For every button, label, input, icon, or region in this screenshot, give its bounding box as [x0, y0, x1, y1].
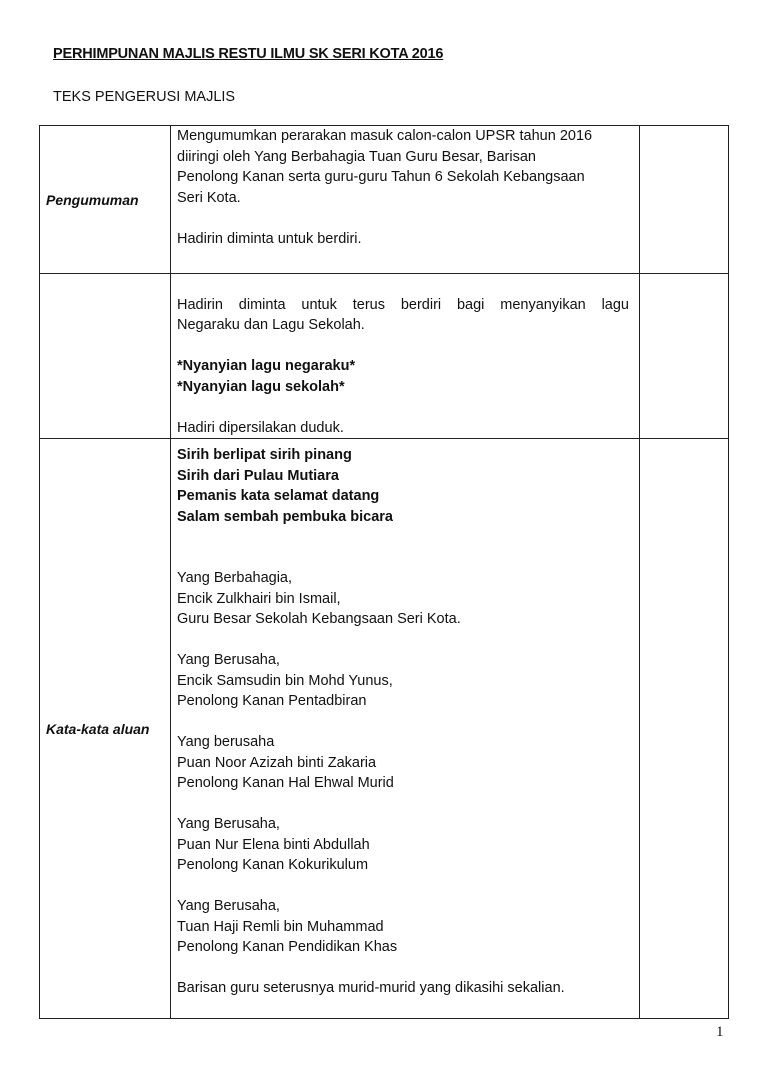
blank-line — [177, 548, 629, 569]
text-line: diiringi oleh Yang Berbahagia Tuan Guru Besar, Barisan — [177, 148, 536, 165]
text-line: Yang Berusaha, — [177, 816, 280, 832]
text-line: Yang Berusaha, — [177, 898, 280, 914]
blank-line — [177, 712, 629, 733]
text-line: Penolong Kanan Pentadbiran — [177, 693, 367, 709]
text-line: Hadirin diminta untuk berdiri. — [177, 230, 362, 247]
blank-line — [177, 208, 629, 229]
row-content — [171, 126, 640, 274]
text-line: Encik Samsudin bin Mohd Yunus, — [177, 672, 393, 689]
page-number: 1 — [716, 1024, 724, 1040]
table-row — [40, 439, 729, 1019]
text-line: Yang berusaha — [177, 734, 275, 750]
text-line: Penolong Kanan Pendidikan Khas — [177, 939, 398, 955]
text-line: Puan Nur Elena binti Abdullah — [177, 836, 370, 853]
table-row — [40, 274, 729, 439]
notes-cell — [640, 274, 729, 439]
blank-line — [177, 527, 629, 548]
text-line: Hadirin diminta untuk terus berdiri bagi menyanyikan lagu — [177, 296, 629, 313]
text-line: Penolong Kanan Kokurikulum — [177, 857, 369, 873]
text-line: Salam sembah pembuka bicara — [177, 508, 393, 525]
text-line: Encik Zulkhairi bin Ismail, — [177, 590, 341, 607]
blank-line — [177, 336, 629, 357]
text-line: Sirih berlipat sirih pinang — [177, 447, 352, 463]
script-table — [39, 125, 729, 1019]
text-line: Sirih dari Pulau Mutiara — [177, 467, 339, 484]
notes-cell — [640, 439, 729, 1019]
text-line: Negaraku dan Lagu Sekolah. — [177, 317, 365, 333]
table-row — [40, 126, 729, 274]
blank-line — [177, 274, 629, 295]
notes-cell — [640, 126, 729, 274]
blank-line — [177, 397, 629, 418]
row-label: Pengumuman — [40, 126, 171, 274]
text-line: Yang Berusaha, — [177, 652, 280, 668]
text-line: Mengumumkan perarakan masuk calon-calon UPSR tahun 2016 — [177, 128, 593, 144]
row-label — [40, 274, 171, 439]
blank-line — [177, 958, 629, 979]
text-line: Pemanis kata selamat datang — [177, 488, 380, 504]
document-title: PERHIMPUNAN MAJLIS RESTU ILMU SK SERI KOTA 2016 — [53, 46, 444, 62]
text-line: Hadiri dipersilakan duduk. — [177, 419, 344, 436]
text-line: Puan Noor Azizah binti Zakaria — [177, 754, 377, 771]
text-line: Penolong Kanan serta guru-guru Tahun 6 Sekolah Kebangsaan — [177, 169, 585, 185]
text-line: Seri Kota. — [177, 189, 241, 206]
text-line: Yang Berbahagia, — [177, 570, 293, 586]
text-line: Barisan guru seterusnya murid-murid yang dikasihi sekalian. — [177, 980, 565, 996]
document-subtitle: TEKS PENGERUSI MAJLIS — [53, 89, 236, 105]
text-line: Tuan Haji Remli bin Muhammad — [177, 918, 384, 935]
blank-line — [177, 876, 629, 897]
blank-line — [177, 794, 629, 815]
row-content — [171, 439, 640, 1019]
blank-line — [177, 630, 629, 651]
row-content — [171, 274, 640, 439]
row-label: Kata-kata aluan — [40, 439, 171, 1019]
text-line: *Nyanyian lagu sekolah* — [177, 378, 345, 395]
text-line: Guru Besar Sekolah Kebangsaan Seri Kota. — [177, 611, 461, 627]
text-line: *Nyanyian lagu negaraku* — [177, 358, 356, 374]
text-line: Penolong Kanan Hal Ehwal Murid — [177, 775, 394, 791]
